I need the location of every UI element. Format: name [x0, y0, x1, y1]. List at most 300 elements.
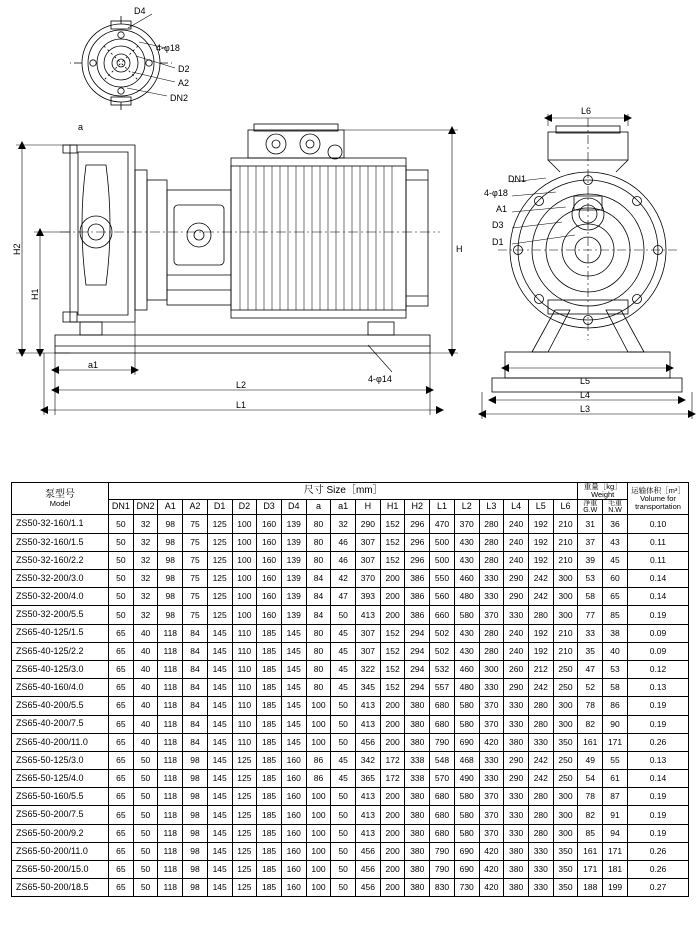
cell-a: 100 — [306, 733, 331, 751]
cell-l5: 330 — [528, 733, 553, 751]
cell-dn1: 50 — [109, 570, 134, 588]
cell-model: ZS65-50-200/18.5 — [12, 879, 109, 897]
cell-h2: 294 — [405, 679, 430, 697]
cell-d1: 125 — [207, 606, 232, 624]
cell-l2: 480 — [454, 588, 479, 606]
label-l3: L3 — [580, 404, 591, 414]
cell-gross-weight: 188 — [578, 879, 603, 897]
cell-a2: 84 — [183, 642, 208, 660]
cell-h: 413 — [356, 606, 381, 624]
cell-dn1: 65 — [109, 697, 134, 715]
cell-dn2: 32 — [133, 570, 158, 588]
label-l1: L1 — [236, 400, 247, 410]
cell-l2: 580 — [454, 806, 479, 824]
cell-d1: 145 — [207, 733, 232, 751]
cell-d4: 139 — [281, 533, 306, 551]
cell-a: 80 — [306, 533, 331, 551]
table-row — [12, 551, 689, 569]
cell-l3: 330 — [479, 588, 504, 606]
cell-gross-weight: 35 — [578, 642, 603, 660]
cell-l3: 280 — [479, 515, 504, 533]
header-gw-cn: 净重 — [583, 499, 598, 507]
cell-l2: 430 — [454, 642, 479, 660]
cell-d1: 145 — [207, 715, 232, 733]
cell-l2: 370 — [454, 515, 479, 533]
cell-l6: 350 — [553, 861, 578, 879]
cell-l6: 350 — [553, 733, 578, 751]
cell-gross-weight: 78 — [578, 697, 603, 715]
cell-a1: 45 — [331, 624, 356, 642]
cell-h2: 338 — [405, 770, 430, 788]
cell-d4: 160 — [281, 824, 306, 842]
table-row — [12, 588, 689, 606]
cell-a: 80 — [306, 551, 331, 569]
cell-l5: 192 — [528, 515, 553, 533]
cell-l1: 502 — [430, 624, 455, 642]
cell-h: 290 — [356, 515, 381, 533]
cell-l5: 192 — [528, 533, 553, 551]
table-row — [12, 751, 689, 769]
cell-a1: 118 — [158, 733, 183, 751]
header-col-a1: A1 — [158, 499, 183, 515]
cell-l4: 260 — [504, 660, 529, 678]
cell-l4: 240 — [504, 642, 529, 660]
cell-d3: 160 — [257, 533, 282, 551]
cell-a1: 45 — [331, 751, 356, 769]
cell-h1: 200 — [380, 697, 405, 715]
cell-d3: 185 — [257, 861, 282, 879]
header-col-dn2: DN2 — [133, 499, 158, 515]
header-volume-cn: 运输体积 — [631, 485, 662, 495]
cell-d1: 145 — [207, 770, 232, 788]
cell-h1: 152 — [380, 679, 405, 697]
header-col-h: H — [356, 499, 381, 515]
cell-l5: 212 — [528, 660, 553, 678]
cell-l5: 330 — [528, 861, 553, 879]
cell-d4: 160 — [281, 861, 306, 879]
cell-d2: 110 — [232, 697, 257, 715]
header-model — [12, 483, 109, 515]
cell-model: ZS65-40-160/4.0 — [12, 679, 109, 697]
table-row — [12, 533, 689, 551]
cell-h1: 152 — [380, 624, 405, 642]
cell-h1: 152 — [380, 515, 405, 533]
cell-l1: 557 — [430, 679, 455, 697]
label-d2: D2 — [178, 64, 190, 74]
header-col-l1: L1 — [430, 499, 455, 515]
cell-dn2: 40 — [133, 660, 158, 678]
cell-net-weight: 90 — [603, 715, 628, 733]
label-d1: D1 — [492, 237, 504, 247]
cell-volume: 0.26 — [628, 842, 689, 860]
cell-d2: 125 — [232, 842, 257, 860]
cell-l1: 680 — [430, 824, 455, 842]
pump-front-view — [492, 118, 682, 392]
cell-volume: 0.19 — [628, 806, 689, 824]
cell-h2: 338 — [405, 751, 430, 769]
cell-d2: 110 — [232, 733, 257, 751]
cell-l1: 660 — [430, 606, 455, 624]
cell-a: 86 — [306, 751, 331, 769]
cell-l5: 280 — [528, 806, 553, 824]
cell-l3: 300 — [479, 660, 504, 678]
header-col-l4: L4 — [504, 499, 529, 515]
cell-d3: 185 — [257, 806, 282, 824]
cell-h2: 380 — [405, 861, 430, 879]
cell-d4: 139 — [281, 551, 306, 569]
cell-l5: 280 — [528, 715, 553, 733]
cell-a2: 75 — [183, 551, 208, 569]
cell-dn2: 40 — [133, 697, 158, 715]
cell-d2: 110 — [232, 679, 257, 697]
cell-l4: 380 — [504, 733, 529, 751]
label-h1: H1 — [30, 288, 40, 300]
cell-h: 413 — [356, 697, 381, 715]
cell-dn1: 65 — [109, 660, 134, 678]
cell-net-weight: 55 — [603, 751, 628, 769]
cell-dn2: 40 — [133, 715, 158, 733]
cell-l5: 280 — [528, 697, 553, 715]
table-row — [12, 570, 689, 588]
label-l4: L4 — [580, 390, 591, 400]
cell-gross-weight: 161 — [578, 842, 603, 860]
table-row — [12, 788, 689, 806]
cell-a1: 118 — [158, 788, 183, 806]
cell-l5: 192 — [528, 551, 553, 569]
cell-model: ZS65-50-160/5.5 — [12, 788, 109, 806]
cell-l4: 330 — [504, 788, 529, 806]
cell-d3: 185 — [257, 879, 282, 897]
cell-d2: 110 — [232, 624, 257, 642]
cell-h2: 380 — [405, 842, 430, 860]
cell-a2: 84 — [183, 679, 208, 697]
cell-l2: 580 — [454, 788, 479, 806]
cell-h2: 380 — [405, 788, 430, 806]
cell-d4: 160 — [281, 842, 306, 860]
cell-a2: 98 — [183, 770, 208, 788]
cell-l4: 330 — [504, 606, 529, 624]
cell-l2: 460 — [454, 570, 479, 588]
cell-h2: 386 — [405, 588, 430, 606]
cell-net-weight: 43 — [603, 533, 628, 551]
cell-gross-weight: 54 — [578, 770, 603, 788]
cell-d2: 100 — [232, 570, 257, 588]
cell-h1: 200 — [380, 788, 405, 806]
table-row — [12, 642, 689, 660]
cell-l6: 300 — [553, 697, 578, 715]
cell-d4: 139 — [281, 515, 306, 533]
cell-d4: 139 — [281, 606, 306, 624]
cell-d2: 125 — [232, 824, 257, 842]
cell-h: 342 — [356, 751, 381, 769]
cell-a1: 50 — [331, 733, 356, 751]
cell-d1: 145 — [207, 842, 232, 860]
cell-l5: 280 — [528, 788, 553, 806]
cell-model: ZS65-40-200/7.5 — [12, 715, 109, 733]
cell-volume: 0.13 — [628, 679, 689, 697]
cell-d4: 160 — [281, 770, 306, 788]
cell-a: 100 — [306, 788, 331, 806]
cell-a2: 98 — [183, 806, 208, 824]
cell-d3: 185 — [257, 697, 282, 715]
cell-model: ZS65-50-200/15.0 — [12, 861, 109, 879]
label-4phi18-top: 4-φ18 — [156, 43, 180, 53]
cell-l4: 330 — [504, 715, 529, 733]
cell-a1: 45 — [331, 679, 356, 697]
cell-volume: 0.13 — [628, 751, 689, 769]
header-volume-en1: Volume for — [640, 493, 676, 503]
cell-l3: 370 — [479, 788, 504, 806]
cell-h2: 296 — [405, 515, 430, 533]
cell-l3: 420 — [479, 861, 504, 879]
header-col-d3: D3 — [257, 499, 282, 515]
cell-d1: 145 — [207, 624, 232, 642]
cell-h: 345 — [356, 679, 381, 697]
cell-l2: 580 — [454, 824, 479, 842]
cell-a1: 118 — [158, 697, 183, 715]
cell-h: 413 — [356, 715, 381, 733]
cell-l4: 290 — [504, 751, 529, 769]
cell-l3: 420 — [479, 879, 504, 897]
cell-l2: 580 — [454, 606, 479, 624]
cell-h1: 200 — [380, 733, 405, 751]
cell-h2: 380 — [405, 733, 430, 751]
cell-d3: 160 — [257, 515, 282, 533]
cell-a: 80 — [306, 515, 331, 533]
header-model-en: Model — [49, 499, 71, 509]
cell-a1: 98 — [158, 551, 183, 569]
cell-gross-weight: 53 — [578, 570, 603, 588]
table-row — [12, 733, 689, 751]
cell-l4: 240 — [504, 515, 529, 533]
cell-l6: 250 — [553, 770, 578, 788]
technical-drawing — [0, 0, 700, 470]
cell-l2: 480 — [454, 679, 479, 697]
cell-a2: 75 — [183, 533, 208, 551]
cell-l4: 290 — [504, 679, 529, 697]
cell-dn1: 50 — [109, 515, 134, 533]
cell-h2: 386 — [405, 570, 430, 588]
cell-l3: 330 — [479, 770, 504, 788]
cell-net-weight: 85 — [603, 606, 628, 624]
cell-l1: 680 — [430, 715, 455, 733]
cell-d2: 125 — [232, 770, 257, 788]
cell-l4: 380 — [504, 879, 529, 897]
cell-l6: 210 — [553, 624, 578, 642]
cell-l1: 790 — [430, 733, 455, 751]
cell-a: 100 — [306, 806, 331, 824]
cell-net-weight: 58 — [603, 679, 628, 697]
table-row — [12, 624, 689, 642]
cell-d1: 145 — [207, 861, 232, 879]
cell-volume: 0.19 — [628, 606, 689, 624]
label-l6: L6 — [581, 106, 592, 116]
cell-a1: 118 — [158, 842, 183, 860]
label-a1-right: A1 — [496, 204, 508, 214]
cell-a2: 84 — [183, 624, 208, 642]
cell-l1: 830 — [430, 879, 455, 897]
cell-d2: 110 — [232, 642, 257, 660]
table-row — [12, 806, 689, 824]
cell-gross-weight: 161 — [578, 733, 603, 751]
cell-net-weight: 91 — [603, 806, 628, 824]
cell-volume: 0.19 — [628, 788, 689, 806]
cell-model: ZS50-32-200/3.0 — [12, 570, 109, 588]
cell-a1: 46 — [331, 551, 356, 569]
cell-a: 80 — [306, 660, 331, 678]
cell-d3: 160 — [257, 551, 282, 569]
cell-a: 84 — [306, 570, 331, 588]
cell-l3: 370 — [479, 824, 504, 842]
cell-dn2: 40 — [133, 733, 158, 751]
cell-volume: 0.19 — [628, 715, 689, 733]
cell-l4: 380 — [504, 842, 529, 860]
cell-a1: 118 — [158, 824, 183, 842]
cell-a1: 50 — [331, 788, 356, 806]
cell-gross-weight: 52 — [578, 679, 603, 697]
cell-l6: 300 — [553, 806, 578, 824]
cell-l4: 290 — [504, 770, 529, 788]
cell-h: 365 — [356, 770, 381, 788]
cell-l6: 250 — [553, 679, 578, 697]
cell-l5: 242 — [528, 570, 553, 588]
table-row — [12, 770, 689, 788]
cell-volume: 0.19 — [628, 824, 689, 842]
cell-l4: 330 — [504, 806, 529, 824]
cell-l1: 790 — [430, 861, 455, 879]
cell-dn2: 50 — [133, 751, 158, 769]
header-gw-en: G.W — [583, 507, 598, 515]
cell-h: 456 — [356, 733, 381, 751]
table-row — [12, 660, 689, 678]
cell-d1: 145 — [207, 879, 232, 897]
header-volume-en2: transportation — [635, 501, 681, 511]
cell-d1: 125 — [207, 588, 232, 606]
cell-dn1: 65 — [109, 679, 134, 697]
cell-a1: 47 — [331, 588, 356, 606]
cell-h1: 200 — [380, 606, 405, 624]
cell-l2: 490 — [454, 770, 479, 788]
table-header-row-2 — [12, 499, 689, 515]
cell-a1: 50 — [331, 806, 356, 824]
cell-h1: 200 — [380, 570, 405, 588]
cell-h1: 200 — [380, 824, 405, 842]
cell-a1: 98 — [158, 606, 183, 624]
table-row — [12, 515, 689, 533]
cell-d4: 145 — [281, 697, 306, 715]
cell-l6: 350 — [553, 879, 578, 897]
cell-dn2: 50 — [133, 788, 158, 806]
cell-l5: 280 — [528, 606, 553, 624]
cell-d2: 110 — [232, 660, 257, 678]
header-size: 尺寸 Size［mm］ — [109, 483, 578, 500]
cell-dn1: 65 — [109, 824, 134, 842]
flange-end-view — [70, 15, 172, 111]
cell-l4: 290 — [504, 588, 529, 606]
cell-d1: 145 — [207, 824, 232, 842]
cell-l4: 330 — [504, 824, 529, 842]
cell-l1: 680 — [430, 806, 455, 824]
cell-l3: 280 — [479, 642, 504, 660]
cell-h1: 172 — [380, 770, 405, 788]
cell-h: 322 — [356, 660, 381, 678]
cell-l6: 350 — [553, 842, 578, 860]
cell-dn1: 65 — [109, 715, 134, 733]
cell-a1: 98 — [158, 570, 183, 588]
cell-gross-weight: 37 — [578, 533, 603, 551]
cell-a1: 50 — [331, 879, 356, 897]
dimensions-left — [16, 141, 70, 357]
header-volume — [628, 483, 689, 515]
cell-l5: 242 — [528, 751, 553, 769]
cell-d3: 160 — [257, 588, 282, 606]
cell-a1: 118 — [158, 861, 183, 879]
label-d3: D3 — [492, 220, 504, 230]
cell-dn2: 50 — [133, 806, 158, 824]
cell-dn1: 65 — [109, 879, 134, 897]
cell-a2: 84 — [183, 733, 208, 751]
cell-h2: 294 — [405, 642, 430, 660]
cell-d2: 100 — [232, 606, 257, 624]
cell-h: 393 — [356, 588, 381, 606]
cell-h1: 172 — [380, 751, 405, 769]
cell-l2: 580 — [454, 715, 479, 733]
cell-gross-weight: 39 — [578, 551, 603, 569]
cell-h: 307 — [356, 624, 381, 642]
table-row — [12, 824, 689, 842]
label-a2: A2 — [178, 78, 190, 88]
cell-volume: 0.09 — [628, 624, 689, 642]
cell-d1: 145 — [207, 660, 232, 678]
header-col-l6: L6 — [553, 499, 578, 515]
cell-d3: 185 — [257, 733, 282, 751]
cell-d2: 100 — [232, 551, 257, 569]
cell-l6: 300 — [553, 824, 578, 842]
cell-h1: 200 — [380, 879, 405, 897]
label-h2: H2 — [12, 243, 22, 255]
cell-volume: 0.10 — [628, 515, 689, 533]
header-col-l3: L3 — [479, 499, 504, 515]
header-col-d1: D1 — [207, 499, 232, 515]
cell-l2: 430 — [454, 533, 479, 551]
cell-net-weight: 65 — [603, 588, 628, 606]
header-col-d4: D4 — [281, 499, 306, 515]
cell-dn2: 40 — [133, 642, 158, 660]
cell-a1: 50 — [331, 697, 356, 715]
cell-net-weight: 38 — [603, 624, 628, 642]
dimension-table-container — [11, 482, 689, 897]
cell-l5: 280 — [528, 824, 553, 842]
cell-h1: 200 — [380, 861, 405, 879]
cell-dn1: 65 — [109, 842, 134, 860]
cell-d2: 100 — [232, 533, 257, 551]
cell-d2: 125 — [232, 861, 257, 879]
cell-a: 84 — [306, 588, 331, 606]
cell-gross-weight: 82 — [578, 715, 603, 733]
label-dn1: DN1 — [508, 174, 527, 184]
header-col-dn1: DN1 — [109, 499, 134, 515]
cell-h1: 152 — [380, 660, 405, 678]
cell-model: ZS65-50-200/11.0 — [12, 842, 109, 860]
header-weight-en: Weight — [591, 489, 615, 499]
cell-dn1: 65 — [109, 751, 134, 769]
cell-l1: 680 — [430, 788, 455, 806]
cell-h: 413 — [356, 806, 381, 824]
cell-a1: 32 — [331, 515, 356, 533]
cell-l3: 370 — [479, 697, 504, 715]
cell-l6: 300 — [553, 606, 578, 624]
cell-l5: 330 — [528, 879, 553, 897]
